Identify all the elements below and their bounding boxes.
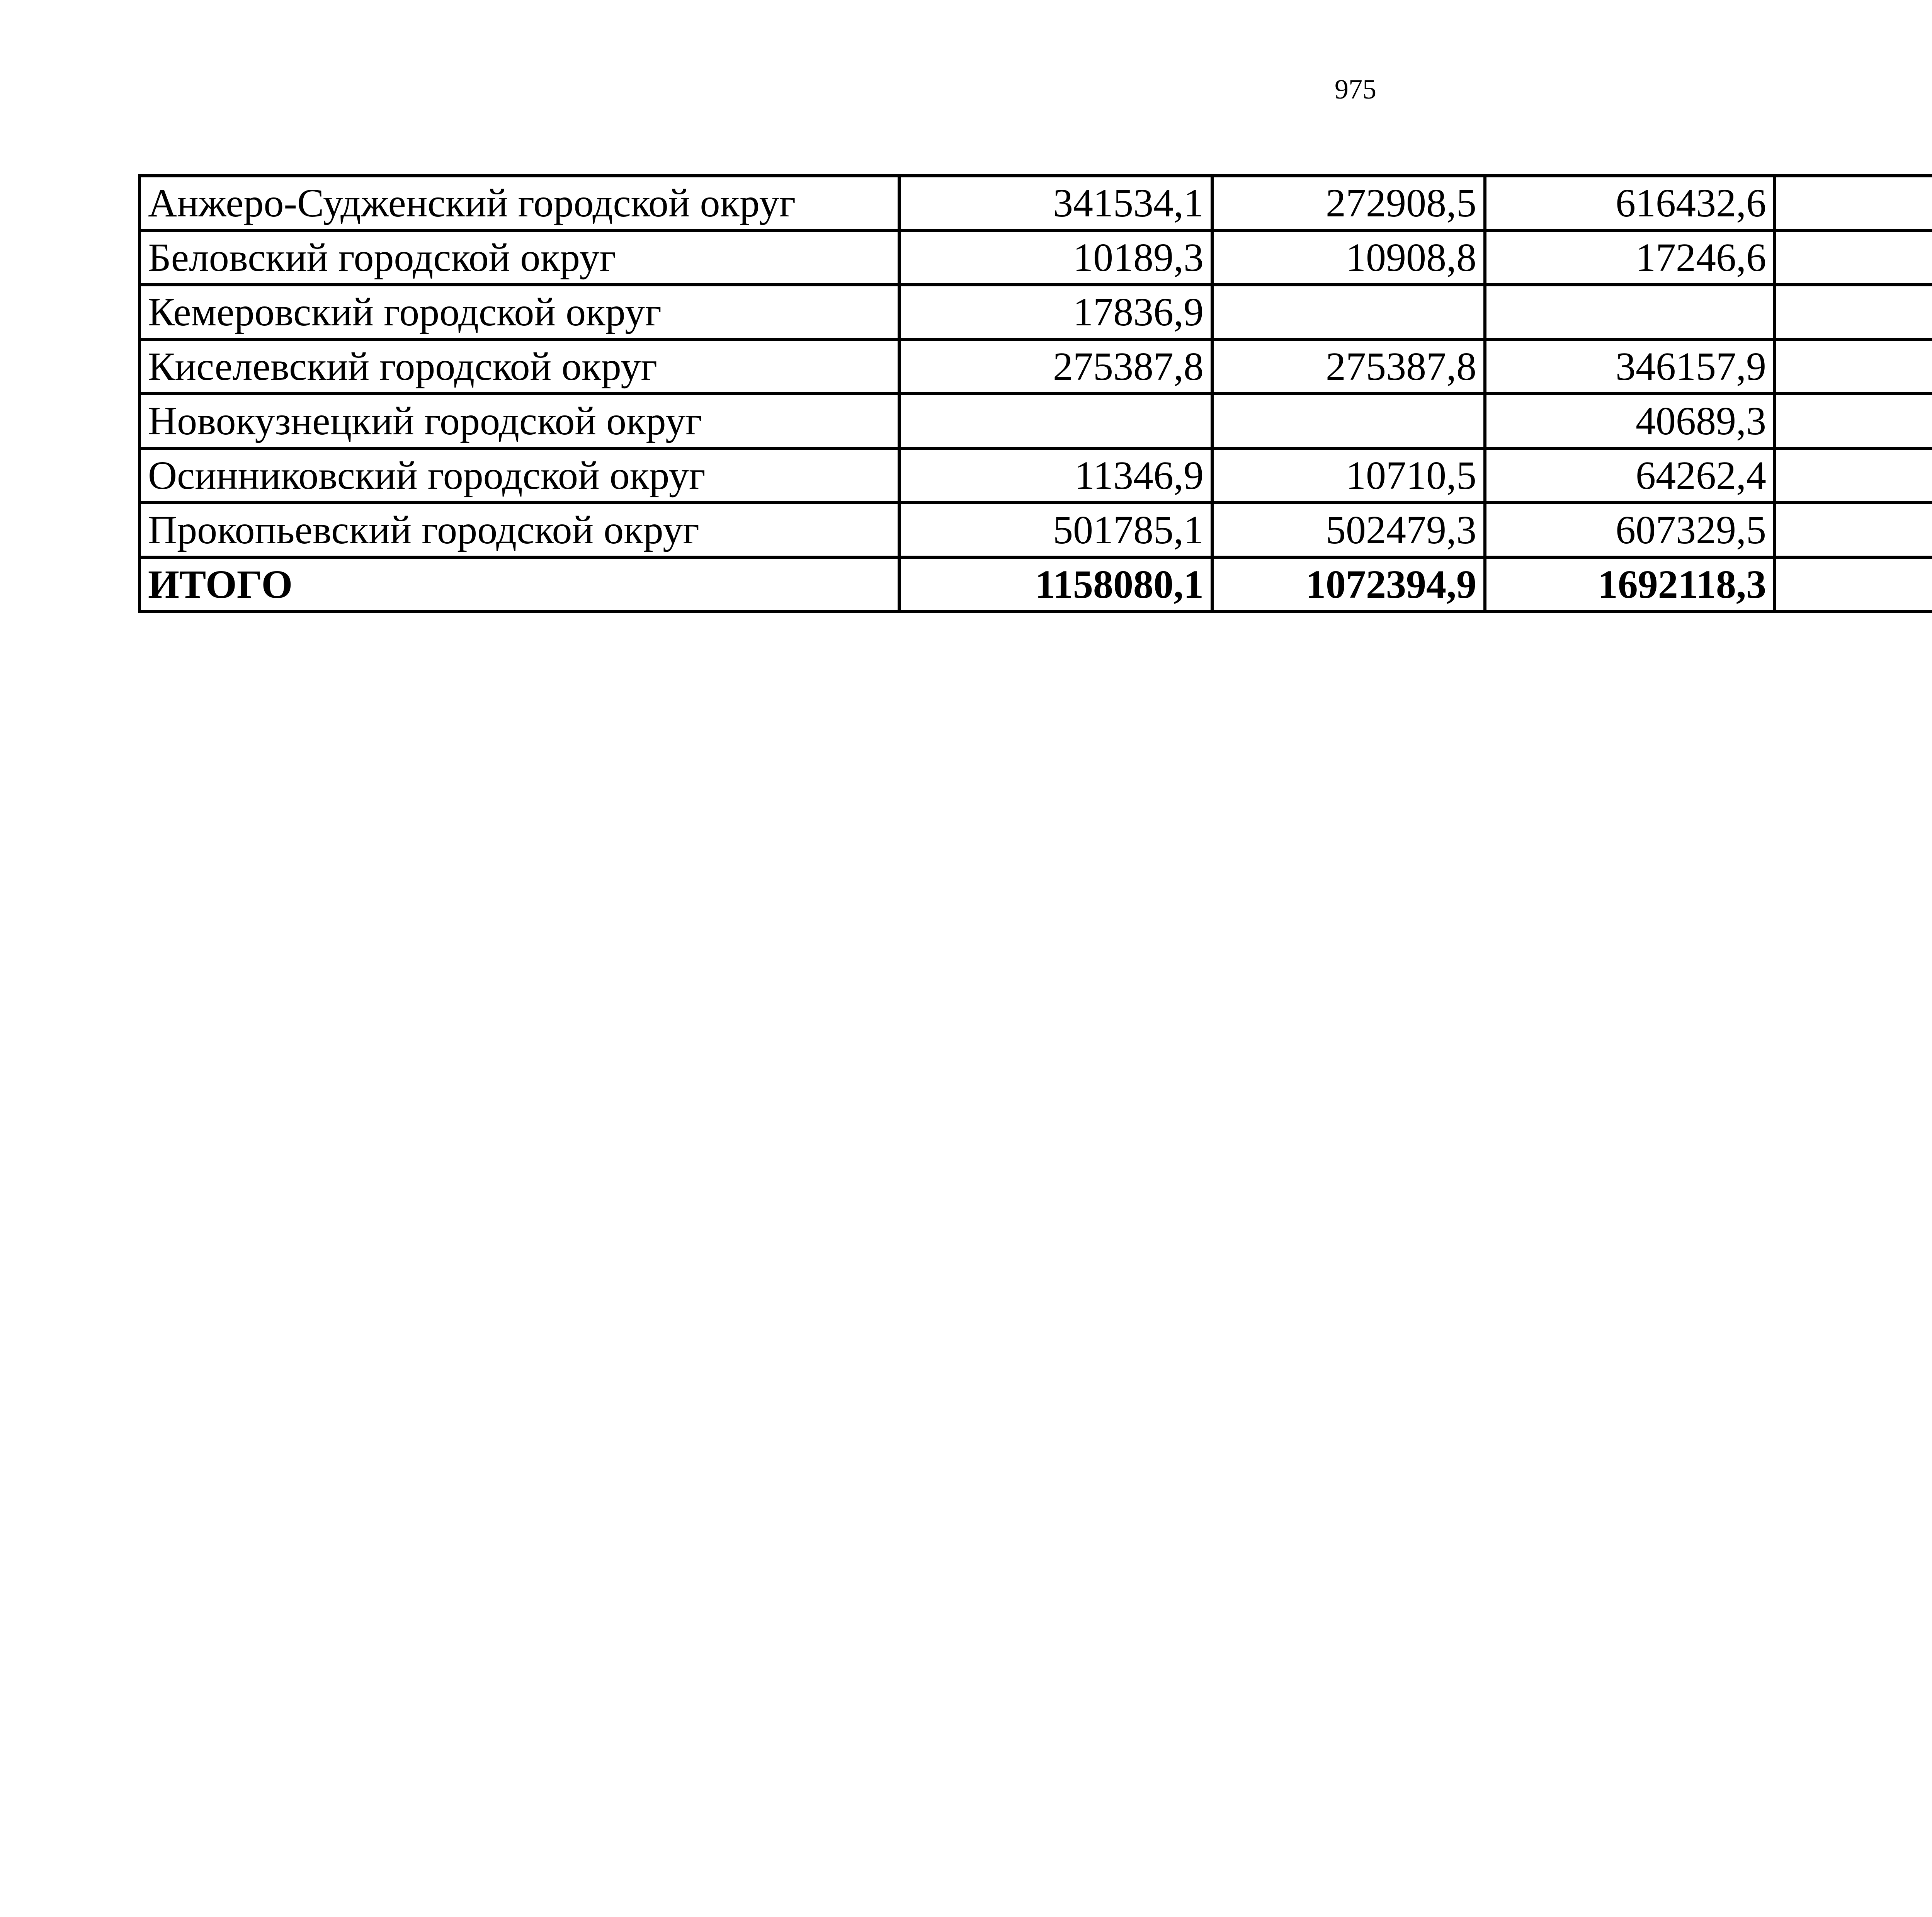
value-cell-a: 275387,8	[899, 339, 1212, 394]
table-row	[139, 339, 1932, 394]
total-cell-d	[1775, 557, 1932, 612]
value-cell-d	[1775, 230, 1932, 285]
table-row	[139, 285, 1932, 339]
table-row	[139, 448, 1932, 503]
value-cell-d	[1775, 285, 1932, 339]
value-cell-a	[899, 394, 1212, 448]
district-name-cell: Беловский городской округ	[139, 230, 899, 285]
value-cell-c: 64262,4	[1485, 448, 1775, 503]
value-cell-b	[1212, 394, 1485, 448]
value-cell-d	[1775, 448, 1932, 503]
value-cell-b: 502479,3	[1212, 503, 1485, 557]
value-cell-d	[1775, 503, 1932, 557]
value-cell-b: 10908,8	[1212, 230, 1485, 285]
district-name-cell: Анжеро-Судженский городской округ	[139, 176, 899, 230]
district-name-cell: Прокопьевский городской округ	[139, 503, 899, 557]
value-cell-a: 11346,9	[899, 448, 1212, 503]
value-cell-c: 616432,6	[1485, 176, 1775, 230]
district-name-cell: Киселевский городской округ	[139, 339, 899, 394]
district-name-cell: Кемеровский городской округ	[139, 285, 899, 339]
value-cell-c: 607329,5	[1485, 503, 1775, 557]
value-cell-c: 17246,6	[1485, 230, 1775, 285]
budget-table	[138, 174, 1932, 613]
value-cell-b: 275387,8	[1212, 339, 1485, 394]
budget-table-container	[138, 174, 1932, 613]
table-row	[139, 503, 1932, 557]
table-row	[139, 394, 1932, 448]
value-cell-b: 10710,5	[1212, 448, 1485, 503]
value-cell-d	[1775, 339, 1932, 394]
total-row	[139, 557, 1932, 612]
table-row	[139, 176, 1932, 230]
value-cell-d	[1775, 394, 1932, 448]
value-cell-c: 346157,9	[1485, 339, 1775, 394]
total-cell-b: 1072394,9	[1212, 557, 1485, 612]
value-cell-a: 341534,1	[899, 176, 1212, 230]
value-cell-b	[1212, 285, 1485, 339]
table-row	[139, 230, 1932, 285]
value-cell-c	[1485, 285, 1775, 339]
value-cell-d	[1775, 176, 1932, 230]
district-name-cell: Новокузнецкий городской округ	[139, 394, 899, 448]
district-name-cell: Осинниковский городской округ	[139, 448, 899, 503]
value-cell-a: 501785,1	[899, 503, 1212, 557]
value-cell-a: 17836,9	[899, 285, 1212, 339]
total-cell-c: 1692118,3	[1485, 557, 1775, 612]
value-cell-a: 10189,3	[899, 230, 1212, 285]
page-number: 975	[1335, 74, 1376, 105]
total-cell-a: 1158080,1	[899, 557, 1212, 612]
value-cell-b: 272908,5	[1212, 176, 1485, 230]
total-label-cell: ИТОГО	[139, 557, 899, 612]
value-cell-c: 40689,3	[1485, 394, 1775, 448]
